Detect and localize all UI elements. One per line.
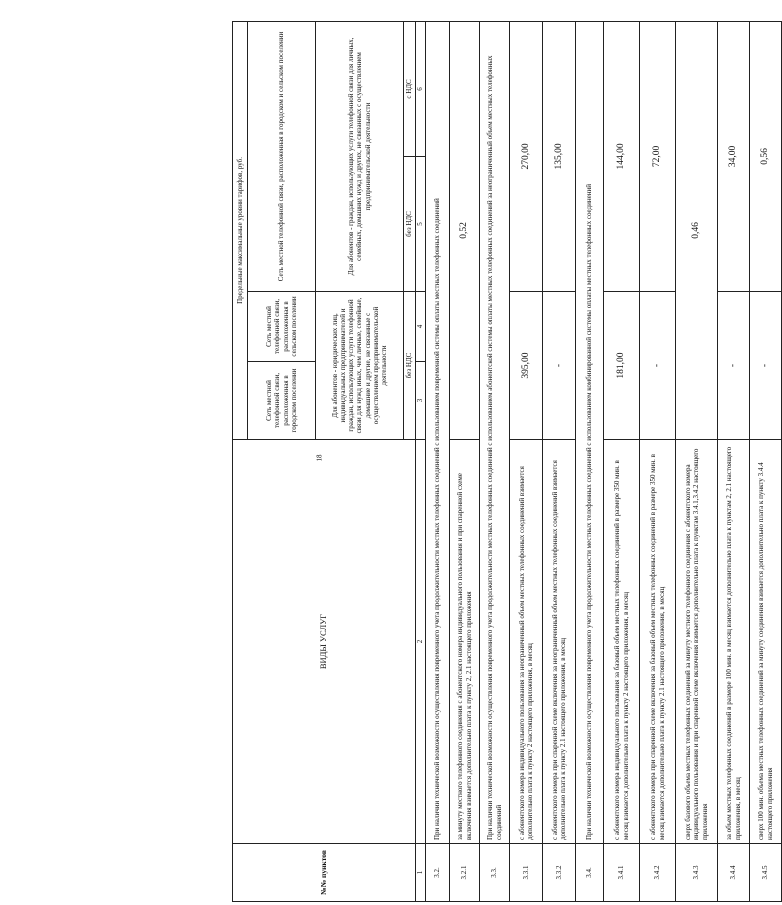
row-text: за минуту местного телефонного соединения с абонентского номера индивидуального пользования и при спаренной схеме включения взимается дополнительно плата к пункту 2, 2.1 настоящего приложения [450, 440, 480, 844]
row-number: 3.3. [480, 844, 510, 902]
tariff-value-citizens: 270,00 [510, 21, 543, 291]
row-number: 3.2. [426, 844, 450, 902]
header-limit-title: Предельные максимальные уровни тарифов, руб. [233, 21, 248, 439]
tariff-value-citizens: 72,00 [640, 21, 676, 291]
section-heading: При наличии технической возможности осуществления повременного учета продолжительности местных телефонных соединений с использованием абонентской системы оплаты местных телефонных соединений за неограниченный объем местных телефонных соединений [480, 21, 510, 843]
index-cell: 4 [416, 292, 426, 362]
header-col-services: ВИДЫ УСЛУГ [233, 440, 416, 844]
section-heading: При наличии технической возможности осуществления повременного учета продолжительности местных телефонных соединений с использованием комбинированной системы оплаты местных телефонных соединений [576, 21, 604, 843]
header-col-number: №№ пунктов [233, 844, 416, 902]
index-cell: 5 [416, 157, 426, 292]
tariff-table [232, 21, 782, 902]
row-text: с абонентского номера индивидуального пользования за базовый объем местных телефонных соединений в размере 350 мин. в месяц взимается дополнительно плата к пункту 2 настоящего приложения, в месяц [604, 440, 640, 844]
tariff-value-citizens: 0,56 [750, 21, 782, 291]
header-for-citizens: Для абонентов - граждан, использующих услуги телефонной связи для личных, семейных, домашних нужд и других, не связанных с осуществлением предпринимательской деятельности [316, 21, 404, 291]
row-number: 3.4.2 [640, 844, 676, 902]
index-cell: 1 [416, 844, 426, 902]
header-with-vat: с НДС [404, 21, 416, 156]
row-text: с абонентского номера индивидуального пользования за неограниченный объем местных телефонных соединений взимается дополнительно плата к пункту 2 настоящего приложения, в месяц [510, 440, 543, 844]
row-text: за объем местных телефонных соединений в размере 100 мин. в месяц взимается дополнительно плата к пунктам 2, 2.1 настоящего приложения, в месяц [718, 440, 750, 844]
tariff-value-legal: - [543, 292, 576, 440]
row-number: 3.2.1 [450, 844, 480, 902]
row-number: 3.4.4 [718, 844, 750, 902]
tariff-value-citizens: 34,00 [718, 21, 750, 291]
tariff-value-legal: - [718, 292, 750, 440]
rotated-page [232, 22, 774, 902]
header-without-vat: без НДС [404, 292, 416, 440]
row-number: 3.3.2 [543, 844, 576, 902]
tariff-value: 0,52 [450, 21, 480, 439]
index-cell: 3 [416, 362, 426, 440]
header-net-both: Сеть местной телефонной связи, расположенная в городском и сельском поселении [248, 21, 316, 291]
row-text: с абонентского номера при спаренной схеме включения за базовый объем местных телефонных соединений в размере 350 мин. в месяц взимается дополнительно плата к пункту 2.1 настоящего приложения, в месяц [640, 440, 676, 844]
row-number: 3.4.1 [604, 844, 640, 902]
index-cell: 6 [416, 21, 426, 156]
row-text: сверх 100 мин. объема местных телефонных соединений за минуту соединения взимается дополнительно плата к пункту 3.4.4 настоящего приложения [750, 440, 782, 844]
index-cell: 2 [416, 440, 426, 844]
header-without-vat-2: без НДС [404, 157, 416, 292]
row-text: сверх базового объема местных телефонных соединений за минуту местного телефонного соединения с абонентского номера индивидуального пользования и при спаренной схеме включения взимается дополнительно плата к пунктам 3.4.1,3.4.2 настоящего приложения [676, 440, 718, 844]
tariff-value-citizens: 144,00 [604, 21, 640, 291]
tariff-value-legal: 395,00 [510, 292, 543, 440]
row-text: с абонентского номера при спаренной схеме включения за неограниченный объем местных телефонных соединений взимается дополнительно плата к пункту 2.1 настоящего приложения, в месяц [543, 440, 576, 844]
header-net-urban: Сеть местной телефонной связи, расположенная в городском поселении [248, 362, 316, 440]
tariff-value: 0,46 [676, 21, 718, 439]
header-for-legal: Для абонентов - юридических лиц, индивидуальных предпринимателей и граждан, использующих услуги телефонной связи для нужд иных, чем личные, семейные, домашние и другие, не связанные с осуществлением предпринимательской деятельности [316, 292, 404, 440]
section-heading: При наличии технической возможности осуществления повременного учета продолжительности местных телефонных соединений с использованием повременной системы оплаты местных телефонных соединений [426, 21, 450, 843]
page-number: 18 [315, 454, 324, 462]
row-number: 3.4.3 [676, 844, 718, 902]
tariff-value-legal: - [750, 292, 782, 440]
tariff-value-legal: 181,00 [604, 292, 640, 440]
tariff-value-citizens: 135,00 [543, 21, 576, 291]
header-net-rural: Сеть местной телефонной связи, расположенная в сельском поселении [248, 292, 316, 362]
row-number: 3.3.1 [510, 844, 543, 902]
row-number: 3.4. [576, 844, 604, 902]
tariff-value-legal: - [640, 292, 676, 440]
row-number: 3.4.5 [750, 844, 782, 902]
